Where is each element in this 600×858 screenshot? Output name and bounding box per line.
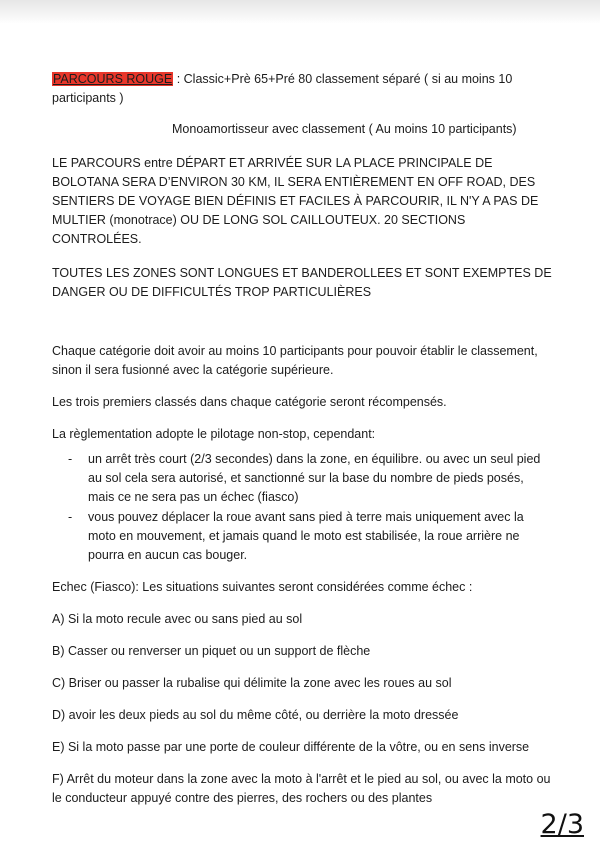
fail-item-d: D) avoir les deux pieds au sol du même côté, ou derrière la moto dressée	[52, 708, 459, 722]
list-item	[52, 450, 552, 507]
bullet-text: vous pouvez déplacer la roue avant sans pied à terre mais uniquement avec la moto en mouvement, et jamais quand le moto est stabilisée, la roue arrière ne pourra en aucun cas bouger.	[88, 510, 524, 562]
parcours-details: : Classic+Prè 65+Pré 80 classement séparé ( si au moins 10 participants )	[52, 72, 513, 105]
fail-item-b: B) Casser ou renverser un piquet ou un support de flèche	[52, 644, 371, 658]
rules-list	[52, 450, 552, 565]
bullet-dash: -	[68, 510, 73, 524]
fail-item-a: A) Si la moto recule avec ou sans pied au sol	[52, 612, 303, 626]
parcours-line	[52, 70, 552, 108]
page-number-text: 2/3	[540, 809, 584, 840]
page-number	[541, 809, 584, 840]
category-paragraph: Chaque catégorie doit avoir au moins 10 participants pour pouvoir établir le classement, sinon il sera fusionné avec la catégorie supérieure.	[52, 344, 538, 377]
bullet-dash: -	[68, 452, 73, 466]
parcours-rouge-highlight: PARCOURS ROUGE	[53, 72, 173, 86]
rules-paragraph: La règlementation adopte le pilotage non-stop, cependant:	[52, 427, 376, 441]
top-shadow	[0, 0, 600, 24]
fail-item-e: E) Si la moto passe par une porte de couleur différente de la vôtre, ou en sens inverse	[52, 740, 530, 754]
route-paragraph: LE PARCOURS entre DÉPART ET ARRIVÉE SUR LA PLACE PRINCIPALE DE BOLOTANA SERA D’ENVIRON 30 KM, IL SERA ENTIÈREMENT EN OFF ROAD, DES SENTIERS DE VOYAGE BIEN DÉFINIS ET FACILES À PARCOURIR, IL N'Y A PAS DE MULTIER (monotrace) OU DE LONG SOL CAILLOUTEUX. 20 SECTIONS CONTROLÉES.	[52, 156, 539, 246]
mono-line: Monoamortisseur avec classement ( Au moins 10 participants)	[172, 122, 517, 136]
fail-item-f: F) Arrêt du moteur dans la zone avec la moto à l'arrêt et le pied au sol, ou avec la moto ou le conducteur appuyé contre des pierres, des rochers ou des plantes	[52, 772, 551, 805]
fail-intro: Echec (Fiasco): Les situations suivantes seront considérées comme échec :	[52, 580, 473, 594]
list-item	[52, 508, 552, 565]
awards-paragraph: Les trois premiers classés dans chaque catégorie seront récompensés.	[52, 395, 447, 409]
bullet-text: un arrêt très court (2/3 secondes) dans la zone, en équilibre. ou avec un seul pied au sol cela sera autorisé, et sanctionné sur la base du nombre de pieds posés, mais ce ne sera pas un échec (fiasco)	[88, 452, 541, 504]
zones-paragraph: TOUTES LES ZONES SONT LONGUES ET BANDEROLLEES ET SONT EXEMPTES DE DANGER OU DE DIFFICULTÉS TROP PARTICULIÈRES	[52, 266, 552, 299]
document-body	[52, 70, 552, 808]
fail-item-c: C) Briser ou passer la rubalise qui délimite la zone avec les roues au sol	[52, 676, 452, 690]
